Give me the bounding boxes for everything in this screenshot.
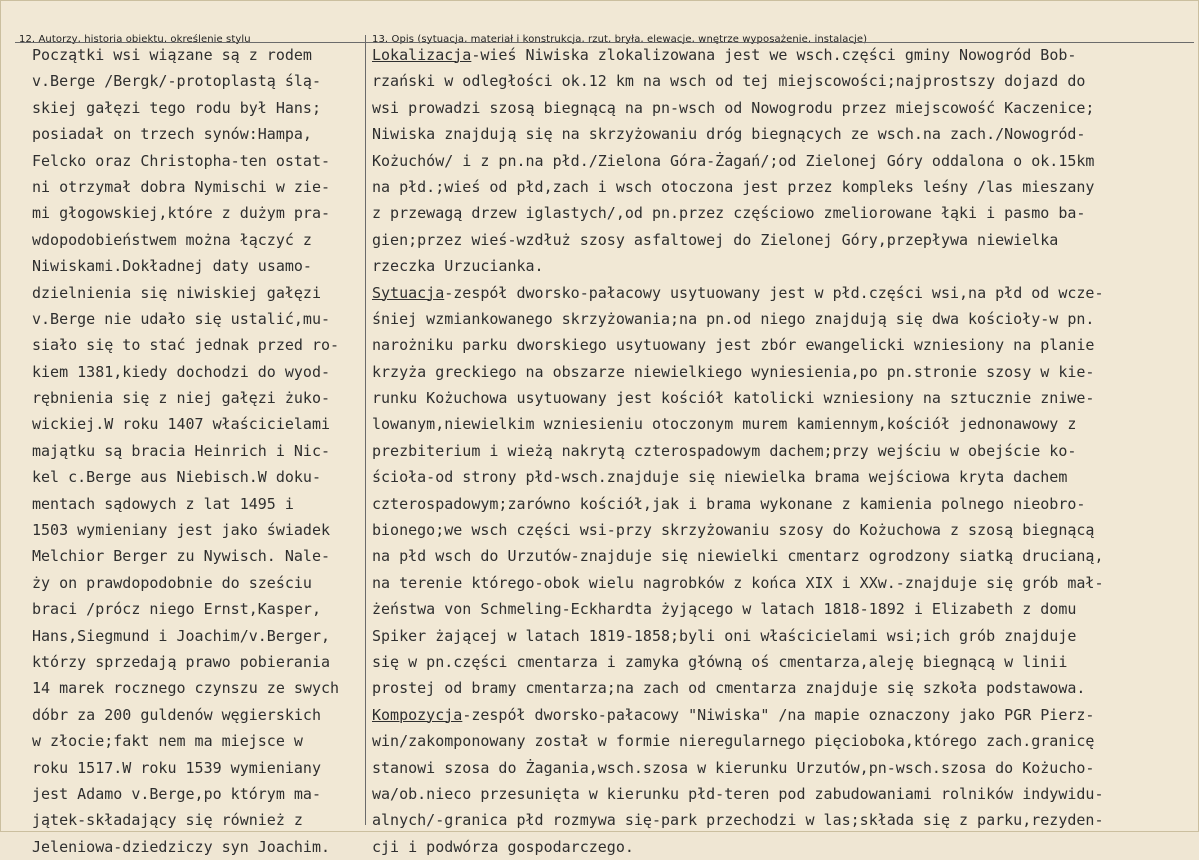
description-text-line bbox=[372, 332, 1198, 358]
history-text-line: Początki wsi wiązane są z rodem bbox=[32, 46, 312, 64]
history-text-line: wickiej.W roku 1407 właścicielami bbox=[32, 415, 331, 434]
section-12-header: 12. Autorzy, historia obiektu, określenie stylu bbox=[19, 34, 251, 45]
line-text: stanowi szosa do Żagania,wsch.szosa w kierunku Urzutów,pn-wsch.szosa do Kożucho- bbox=[372, 758, 1095, 777]
line-text: na terenie którego-obok wielu nagrobków z końca XIX i XXw.-znajduje się grób mał- bbox=[372, 573, 1104, 592]
description-text-line bbox=[372, 121, 1198, 147]
history-text-line: dóbr za 200 guldenów węgierskich bbox=[32, 705, 321, 724]
description-text-line bbox=[372, 385, 1198, 411]
line-text: -zespół dworsko-pałacowy "Niwiska" /na mapie oznaczony jako PGR Pierz- bbox=[462, 705, 1095, 724]
description-text-line bbox=[372, 649, 1198, 675]
line-text: czterospadowym;zarówno kościół,jak i brama wykonane z kamienia polnego nieobro- bbox=[372, 494, 1086, 513]
section-label: Kompozycja bbox=[372, 705, 463, 724]
line-text: runku Kożuchowa usytuowany jest kościół katolicki wzniesiony na sztucznie zniwe- bbox=[372, 389, 1095, 408]
description-text-line bbox=[372, 807, 1198, 833]
description-text-line bbox=[372, 517, 1198, 543]
line-text: Spiker żającej w latach 1819-1858;byli oni właścicielami wsi;ich grób znajduje bbox=[372, 626, 1077, 645]
description-text-line bbox=[372, 200, 1198, 226]
description-text-line bbox=[372, 702, 1198, 728]
line-text: -zespół dworsko-pałacowy usytuowany jest w płd.części wsi,na płd od wcze- bbox=[444, 283, 1104, 302]
history-text-line: v.Berge nie udało się ustalić,mu- bbox=[32, 309, 331, 328]
history-text-line: rębnienia się z niej gałęzi żuko- bbox=[32, 389, 331, 408]
description-text-line bbox=[372, 728, 1198, 754]
section-label: Lokalizacja bbox=[372, 46, 472, 64]
line-text: ścioła-od strony płd-wsch.znajduje się niewielka brama wejściowa kryta dachem bbox=[372, 468, 1068, 487]
description-text-line bbox=[372, 623, 1198, 649]
history-text-line: kiem 1381,kiedy dochodzi do wyod- bbox=[32, 362, 331, 381]
line-text: narożniku parku dworskiego usytuowany jest zbór ewangelicki wzniesiony na planie bbox=[372, 336, 1095, 355]
history-text-line: kel c.Berge aus Niebisch.W doku- bbox=[32, 468, 321, 487]
history-text-line: roku 1517.W roku 1539 wymieniany bbox=[32, 758, 321, 777]
line-text: rzeczka Urzucianka. bbox=[372, 257, 544, 276]
description-text-line bbox=[372, 596, 1198, 622]
description-column bbox=[372, 42, 1198, 860]
line-text: prostej od bramy cmentarza;na zach od cmentarza znajduje się szkoła podstawowa. bbox=[372, 679, 1086, 698]
line-text: z przewagą drzew iglastych/,od pn.przez częściowo zmeliorowane łąki i pasmo ba- bbox=[372, 204, 1086, 223]
line-text: Kożuchów/ i z pn.na płd./Zielona Góra-Żagań/;od Zielonej Góry oddalona o ok.15km bbox=[372, 151, 1095, 170]
line-text: krzyża greckiego na obszarze niewielkiego wyniesienia,po pn.stronie szosy w kie- bbox=[372, 362, 1095, 381]
description-text-line bbox=[372, 438, 1198, 464]
history-text-line: Jeleniowa-dziedziczy syn Joachim. bbox=[32, 837, 331, 856]
description-text-line bbox=[372, 227, 1198, 253]
description-text-line bbox=[372, 491, 1198, 517]
column-divider bbox=[365, 35, 366, 825]
line-text: -wieś Niwiska zlokalizowana jest we wsch.części gminy Nowogród Bob- bbox=[471, 46, 1077, 64]
description-text-line bbox=[372, 95, 1198, 121]
history-text-line: Niwiskami.Dokładnej daty usamo- bbox=[32, 257, 312, 276]
line-text: śniej wzmiankowanego skrzyżowania;na pn.od niego znajdują się dwa kościoły-w pn. bbox=[372, 309, 1095, 328]
history-text-line: posiadał on trzech synów:Hampa, bbox=[32, 125, 312, 144]
history-text-line: Melchior Berger zu Nywisch. Nale- bbox=[32, 547, 331, 566]
description-text-line bbox=[372, 253, 1198, 279]
description-text-line bbox=[372, 570, 1198, 596]
line-text: win/zakomponowany został w formie nieregularnego pięcioboka,którego zach.granicę bbox=[372, 732, 1095, 751]
line-text: na płd wsch do Urzutów-znajduje się niewielki cmentarz ogrodzony siatką drucianą, bbox=[372, 547, 1104, 566]
history-text-line: 1503 wymieniany jest jako świadek bbox=[32, 521, 331, 540]
description-text-line bbox=[372, 675, 1198, 701]
history-text-line: mentach sądowych z lat 1495 i bbox=[32, 494, 294, 513]
history-text-line: mi głogowskiej,które z dużym pra- bbox=[32, 204, 331, 223]
description-text-line bbox=[372, 148, 1198, 174]
description-text-line bbox=[372, 781, 1198, 807]
history-text-line: skiej gałęzi tego rodu był Hans; bbox=[32, 98, 321, 117]
history-text-line: którzy sprzedają prawo pobierania bbox=[32, 652, 331, 671]
description-text-line bbox=[372, 280, 1198, 306]
history-column bbox=[32, 42, 364, 860]
line-text: na płd.;wieś od płd,zach i wsch otoczona jest przez kompleks leśny /las mieszany bbox=[372, 177, 1095, 196]
history-text-line: ni otrzymał dobra Nymischi w zie- bbox=[32, 177, 331, 196]
line-text: gien;przez wieś-wzdłuż szosy asfaltowej do Zielonej Góry,przepływa niewielka bbox=[372, 230, 1059, 249]
section-label: Sytuacja bbox=[372, 283, 445, 302]
description-text-line bbox=[372, 755, 1198, 781]
description-text-line bbox=[372, 174, 1198, 200]
line-text: cji i podwórza gospodarczego. bbox=[372, 837, 634, 856]
description-text-line bbox=[372, 359, 1198, 385]
history-text-line: Felcko oraz Christopha-ten ostat- bbox=[32, 151, 331, 170]
history-text-line: braci /prócz niego Ernst,Kasper, bbox=[32, 600, 321, 619]
history-text-line: wdopodobieństwem można łączyć z bbox=[32, 230, 312, 249]
description-text-line bbox=[372, 543, 1198, 569]
history-text-line: siało się to stać jednak przed ro- bbox=[32, 336, 340, 355]
history-text-line: Hans,Siegmund i Joachim/v.Berger, bbox=[32, 626, 331, 645]
history-text-line: ży on prawdopodobnie do sześciu bbox=[32, 573, 312, 592]
line-text: bionego;we wsch części wsi-przy skrzyżowaniu szosy do Kożuchowa z szosą biegnącą bbox=[372, 521, 1095, 540]
description-text-line bbox=[372, 68, 1198, 94]
section-13-header: 13. Opis (sytuacja, materiał i konstrukcja, rzut, bryła, elewacje, wnętrze wyposażenie, instalacje) bbox=[372, 34, 868, 45]
line-text: wa/ob.nieco przesunięta w kierunku płd-teren pod zabudowaniami rolników indywidu- bbox=[372, 784, 1104, 803]
line-text: prezbiterium i wieżą nakrytą czterospadowym dachem;przy wejściu w obejście ko- bbox=[372, 441, 1077, 460]
history-text-line: v.Berge /Bergk/-protoplastą ślą- bbox=[32, 72, 321, 91]
line-text: Niwiska znajdują się na skrzyżowaniu dróg biegnących ze wsch.na zach./Nowogród- bbox=[372, 125, 1086, 144]
description-text-line bbox=[372, 42, 1198, 68]
line-text: żeństwa von Schmeling-Eckhardta żyjącego w latach 1818-1892 i Elizabeth z domu bbox=[372, 600, 1077, 619]
description-text-line bbox=[372, 834, 1198, 860]
line-text: się w pn.części cmentarza i zamyka główną oś cmentarza,aleję biegnącą w linii bbox=[372, 652, 1068, 671]
line-text: wsi prowadzi szosą biegnącą na pn-wsch od Nowogrodu przez miejscowość Kaczenice; bbox=[372, 98, 1095, 117]
history-text-line: majątku są bracia Heinrich i Nic- bbox=[32, 441, 331, 460]
history-text-line: jest Adamo v.Berge,po którym ma- bbox=[32, 784, 321, 803]
line-text: alnych/-granica płd rozmywa się-park przechodzi w las;składa się z parku,rezyden- bbox=[372, 811, 1104, 830]
line-text: lowanym,niewielkim wzniesieniu otoczonym murem kamiennym,kościół jednonawowy z bbox=[372, 415, 1077, 434]
line-text: rzański w odległości ok.12 km na wsch od tej miejscowości;najprostszy dojazd do bbox=[372, 72, 1086, 91]
description-text-line bbox=[372, 464, 1198, 490]
history-text-line: 14 marek rocznego czynszu ze swych bbox=[32, 679, 340, 698]
description-text-line bbox=[372, 306, 1198, 332]
description-text-line bbox=[372, 411, 1198, 437]
history-text-line: dzielnienia się niwiskiej gałęzi bbox=[32, 283, 321, 302]
history-text-line: jątek-składający się również z bbox=[32, 811, 303, 830]
history-text-line: w złocie;fakt nem ma miejsce w bbox=[32, 732, 303, 751]
